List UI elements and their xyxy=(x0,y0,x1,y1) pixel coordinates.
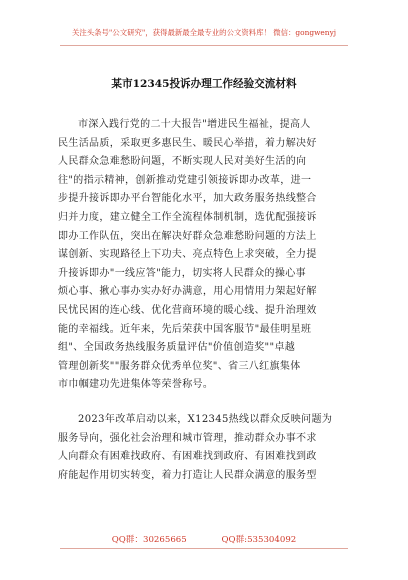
footer-divider xyxy=(60,548,348,549)
paragraph-2 xyxy=(58,411,354,485)
body-text-line: 服务导向，强化社会治理和城市管理，推动群众办事不求 xyxy=(58,432,317,444)
document-title: 某市12345投诉办理工作经验交流材料 xyxy=(111,78,297,90)
footer-qq-group-1: QQ群：30265665 xyxy=(111,535,187,545)
body-text-line: 归并力度，建立健全工作全流程体制机制，选优配强接诉 xyxy=(58,211,317,223)
body-text-line: 谋创新、实现路径上下功夫、亮点特色上求突破，全力提 xyxy=(58,249,317,261)
body-text-line: 步提升接诉即办平台智能化水平，加大政务服务热线整合 xyxy=(58,193,317,205)
body-text-line: 即办工作队伍，突出在解决好群众急难愁盼问题的方法上 xyxy=(58,230,317,242)
footer-contact xyxy=(0,533,408,545)
body-text-line: 往"的指示精神，创新推动党建引领接诉即办改革，进一 xyxy=(58,174,312,186)
body-text-line: 能的幸福线。近年来，先后荣获中国客服节"最佳明星班 xyxy=(58,323,312,335)
paragraph-1 xyxy=(58,116,354,395)
body-text-line: 组"、全国政务热线服务质量评估"价值创造奖""卓越 xyxy=(58,342,296,354)
body-text-line: 府能起作用切实转变，着力打造让人民群众满意的服务型 xyxy=(58,469,317,481)
body-text-line: 市深入践行党的二十大报告"增进民生福祉，提高人 xyxy=(78,119,311,130)
body-text-line: 烦心事、揪心事办实办好办满意，用心用情用力架起好解 xyxy=(58,286,317,298)
body-text-line: 市巾帼建功先进集体等荣誉称号。 xyxy=(58,379,214,391)
body-text-line: 民忧民困的连心线、优化营商环境的暖心线、提升治理效 xyxy=(58,304,317,316)
body-text-line: 升接诉即办"一线应答"能力，切实将人民群众的操心事 xyxy=(58,267,306,279)
body-text-line: 2023年改革启动以来，X12345热线以群众反映问题为 xyxy=(78,414,333,425)
body-text-line: 管理创新奖""服务群众优秀单位奖"、省三八红旗集体 xyxy=(58,360,301,372)
body-text-line: 人向群众有困难找政府、有困难找到政府、有困难找到政 xyxy=(58,451,317,463)
body-text-line: 人民群众急难愁盼问题，不断实现人民对美好生活的向 xyxy=(58,156,307,168)
header-banner: 关注头条号"公文研究"，获得最新最全最专业的公文资料库！ 微信：gongwenyj xyxy=(71,28,337,37)
header-divider xyxy=(60,45,348,46)
footer-qq-group-2: QQ群:535304092 xyxy=(221,535,297,545)
body-text-line: 民生活品质，采取更多惠民生、暖民心举措，着力解决好 xyxy=(58,137,317,149)
